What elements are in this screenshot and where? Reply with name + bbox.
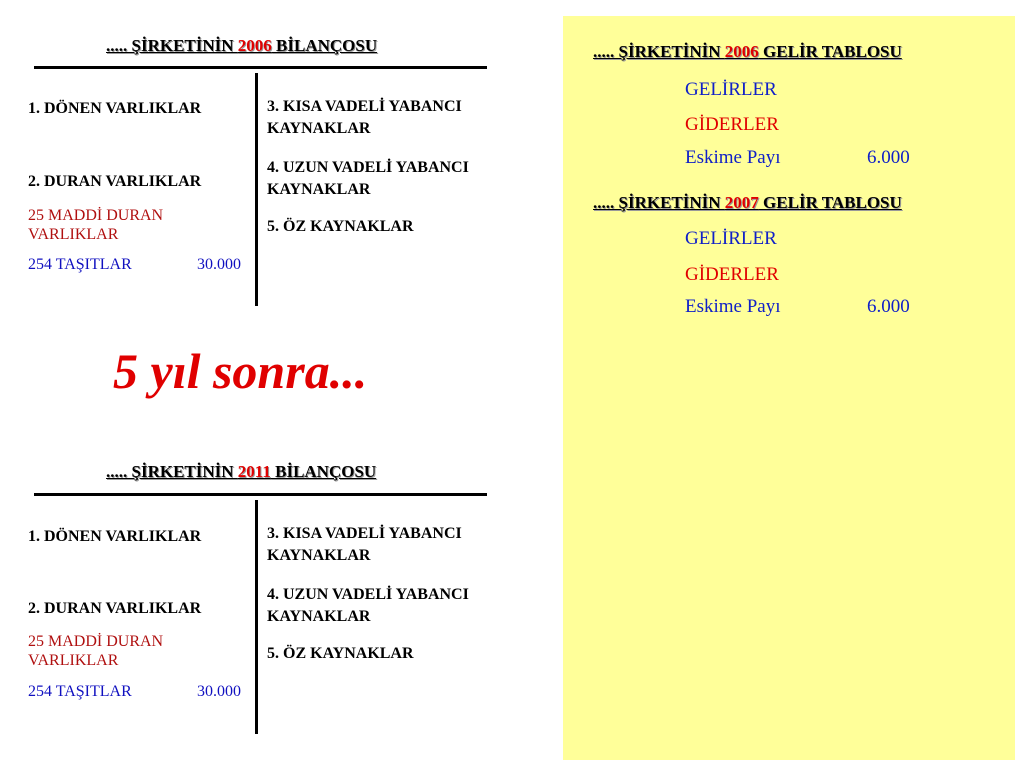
balance-2006-short-term-liabilities: 3. KISA VADELİ YABANCI KAYNAKLAR: [267, 98, 462, 137]
income-2006-expenses: GİDERLER: [685, 114, 779, 135]
income-statement-panel: [563, 16, 1015, 760]
balance-2006-fixed-assets: 2. DURAN VARLIKLAR: [28, 173, 202, 190]
balance-2011-short-term-liabilities: 3. KISA VADELİ YABANCI KAYNAKLAR: [267, 525, 462, 564]
balance-2006-top-rule: [34, 66, 487, 69]
balance-2006-divider: [255, 73, 258, 306]
income-2007-year: 2007: [724, 193, 759, 212]
balance-2006-vehicles-label: 254 TAŞITLAR: [28, 256, 132, 273]
balance-2011-year: 2011: [237, 462, 271, 481]
income-2007-title: ..... ŞİRKETİNİN 2007 GELİR TABLOSU: [593, 193, 902, 212]
balance-2006-long-term-liabilities: 4. UZUN VADELİ YABANCI KAYNAKLAR: [267, 159, 469, 198]
balance-2011-title: ..... ŞİRKETİNİN 2011 BİLANÇOSU: [106, 462, 377, 481]
balance-2006-tangible-assets: 25 MADDİ DURAN VARLIKLAR: [28, 207, 164, 243]
balance-2011-top-rule: [34, 493, 487, 496]
balance-2011-tangible-assets: 25 MADDİ DURAN VARLIKLAR: [28, 633, 164, 669]
income-2006-depreciation-label: Eskime Payı: [685, 147, 781, 168]
income-2007-depreciation-label: Eskime Payı: [685, 296, 781, 317]
balance-2011-current-assets: 1. DÖNEN VARLIKLAR: [28, 528, 202, 545]
balance-2006-year: 2006: [237, 36, 272, 55]
balance-2006-vehicles-value: 30.000: [197, 256, 241, 273]
income-2006-title: ..... ŞİRKETİNİN 2006 GELİR TABLOSU: [593, 42, 902, 61]
income-2006-depreciation-value: 6.000: [867, 147, 910, 168]
income-2006-revenues: GELİRLER: [685, 79, 777, 100]
balance-2006-equity: 5. ÖZ KAYNAKLAR: [267, 218, 414, 235]
balance-2006-current-assets: 1. DÖNEN VARLIKLAR: [28, 100, 202, 117]
income-2007-expenses: GİDERLER: [685, 264, 779, 285]
balance-2006-title: ..... ŞİRKETİNİN 2006 BİLANÇOSU: [106, 36, 378, 55]
balance-2011-equity: 5. ÖZ KAYNAKLAR: [267, 645, 414, 662]
balance-2011-divider: [255, 500, 258, 734]
balance-2011-fixed-assets: 2. DURAN VARLIKLAR: [28, 600, 202, 617]
income-2006-year: 2006: [724, 42, 759, 61]
income-2007-depreciation-value: 6.000: [867, 296, 910, 317]
balance-2011-vehicles-label: 254 TAŞITLAR: [28, 683, 132, 700]
income-2007-revenues: GELİRLER: [685, 228, 777, 249]
balance-2011-long-term-liabilities: 4. UZUN VADELİ YABANCI KAYNAKLAR: [267, 586, 469, 625]
balance-2011-vehicles-value: 30.000: [197, 683, 241, 700]
five-years-later-text: 5 yıl sonra...: [113, 343, 368, 399]
